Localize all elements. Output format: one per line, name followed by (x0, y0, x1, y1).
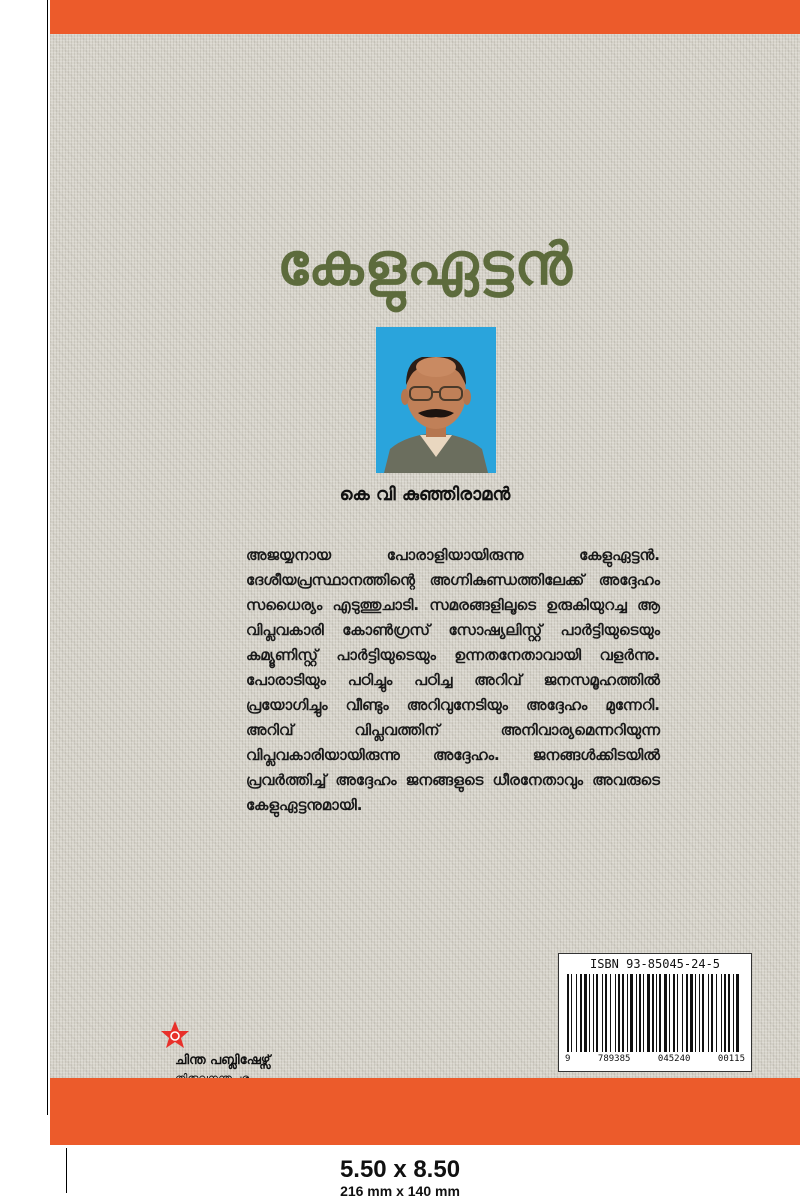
publisher-name: ചിന്ത പബ്ലിഷേഴ്സ് (175, 1053, 271, 1068)
barcode-digits (565, 1054, 745, 1064)
isbn-barcode (558, 953, 752, 1072)
trim-size-mm: 216 mm x 140 mm (340, 1183, 460, 1199)
author-name: കെ വി കുഞ്ഞിരാമൻ (339, 484, 511, 505)
book-title: കേളുഏട്ടൻ (277, 230, 573, 298)
top-orange-band (50, 0, 800, 34)
book-blurb: അജയ്യനായ പോരാളിയായിരുന്നു കേളുഏട്ടൻ. ദേശീയപ്രസ്ഥാനത്തിന്റെ അഗ്നികുണ്ഡത്തിലേക്ക് അദ്ദേഹം സധൈര്യം എടുത്തുചാടി. സമരങ്ങളിലൂടെ ഉരുകിയുറച്ച ആ വിപ്ലവകാരി കോൺഗ്രസ് സോഷ്യലിസ്റ്റ് പാർട്ടിയുടെയും കമ്യൂണിസ്റ്റ് പാർട്ടിയുടെയും ഉന്നതനേതാവായി വളർന്നു. പോരാടിയും പഠിച്ചും പഠിച്ച അറിവ് ജനസമൂഹത്തിൽ പ്രയോഗിച്ചും വീണ്ടും അറിവുനേടിയും അദ്ദേഹം മുന്നേറി. അറിവ് വിപ്ലവത്തിന് അനിവാര്യമെന്നറിയുന്ന വിപ്ലവകാരിയായിരുന്നു അദ്ദേഹം. ജനങ്ങൾക്കിടയിൽ പ്രവർത്തിച്ച് അദ്ദേഹം ജനങ്ങളുടെ ധീരനേതാവും അവരുടെ കേളുഏട്ടനുമായി. (246, 546, 660, 814)
barcode-icon (565, 974, 745, 1052)
publisher-logo (160, 1020, 190, 1054)
barcode-digit-group-2: 045240 (657, 1054, 691, 1064)
bottom-orange-band (50, 1078, 800, 1145)
red-star-icon (160, 1020, 190, 1050)
barcode-digit-group-1: 789385 (597, 1054, 631, 1064)
barcode-digit-addon: 00115 (717, 1054, 745, 1064)
barcode-digit-lead: 9 (565, 1054, 571, 1064)
author-portrait-icon (376, 327, 496, 473)
isbn-number: ISBN 93-85045-24-5 (589, 957, 721, 971)
book-back-cover (50, 0, 800, 1145)
crop-mark-top-left (47, 0, 48, 1115)
author-photo (376, 327, 496, 473)
trim-size-inches: 5.50 x 8.50 (339, 1156, 461, 1183)
